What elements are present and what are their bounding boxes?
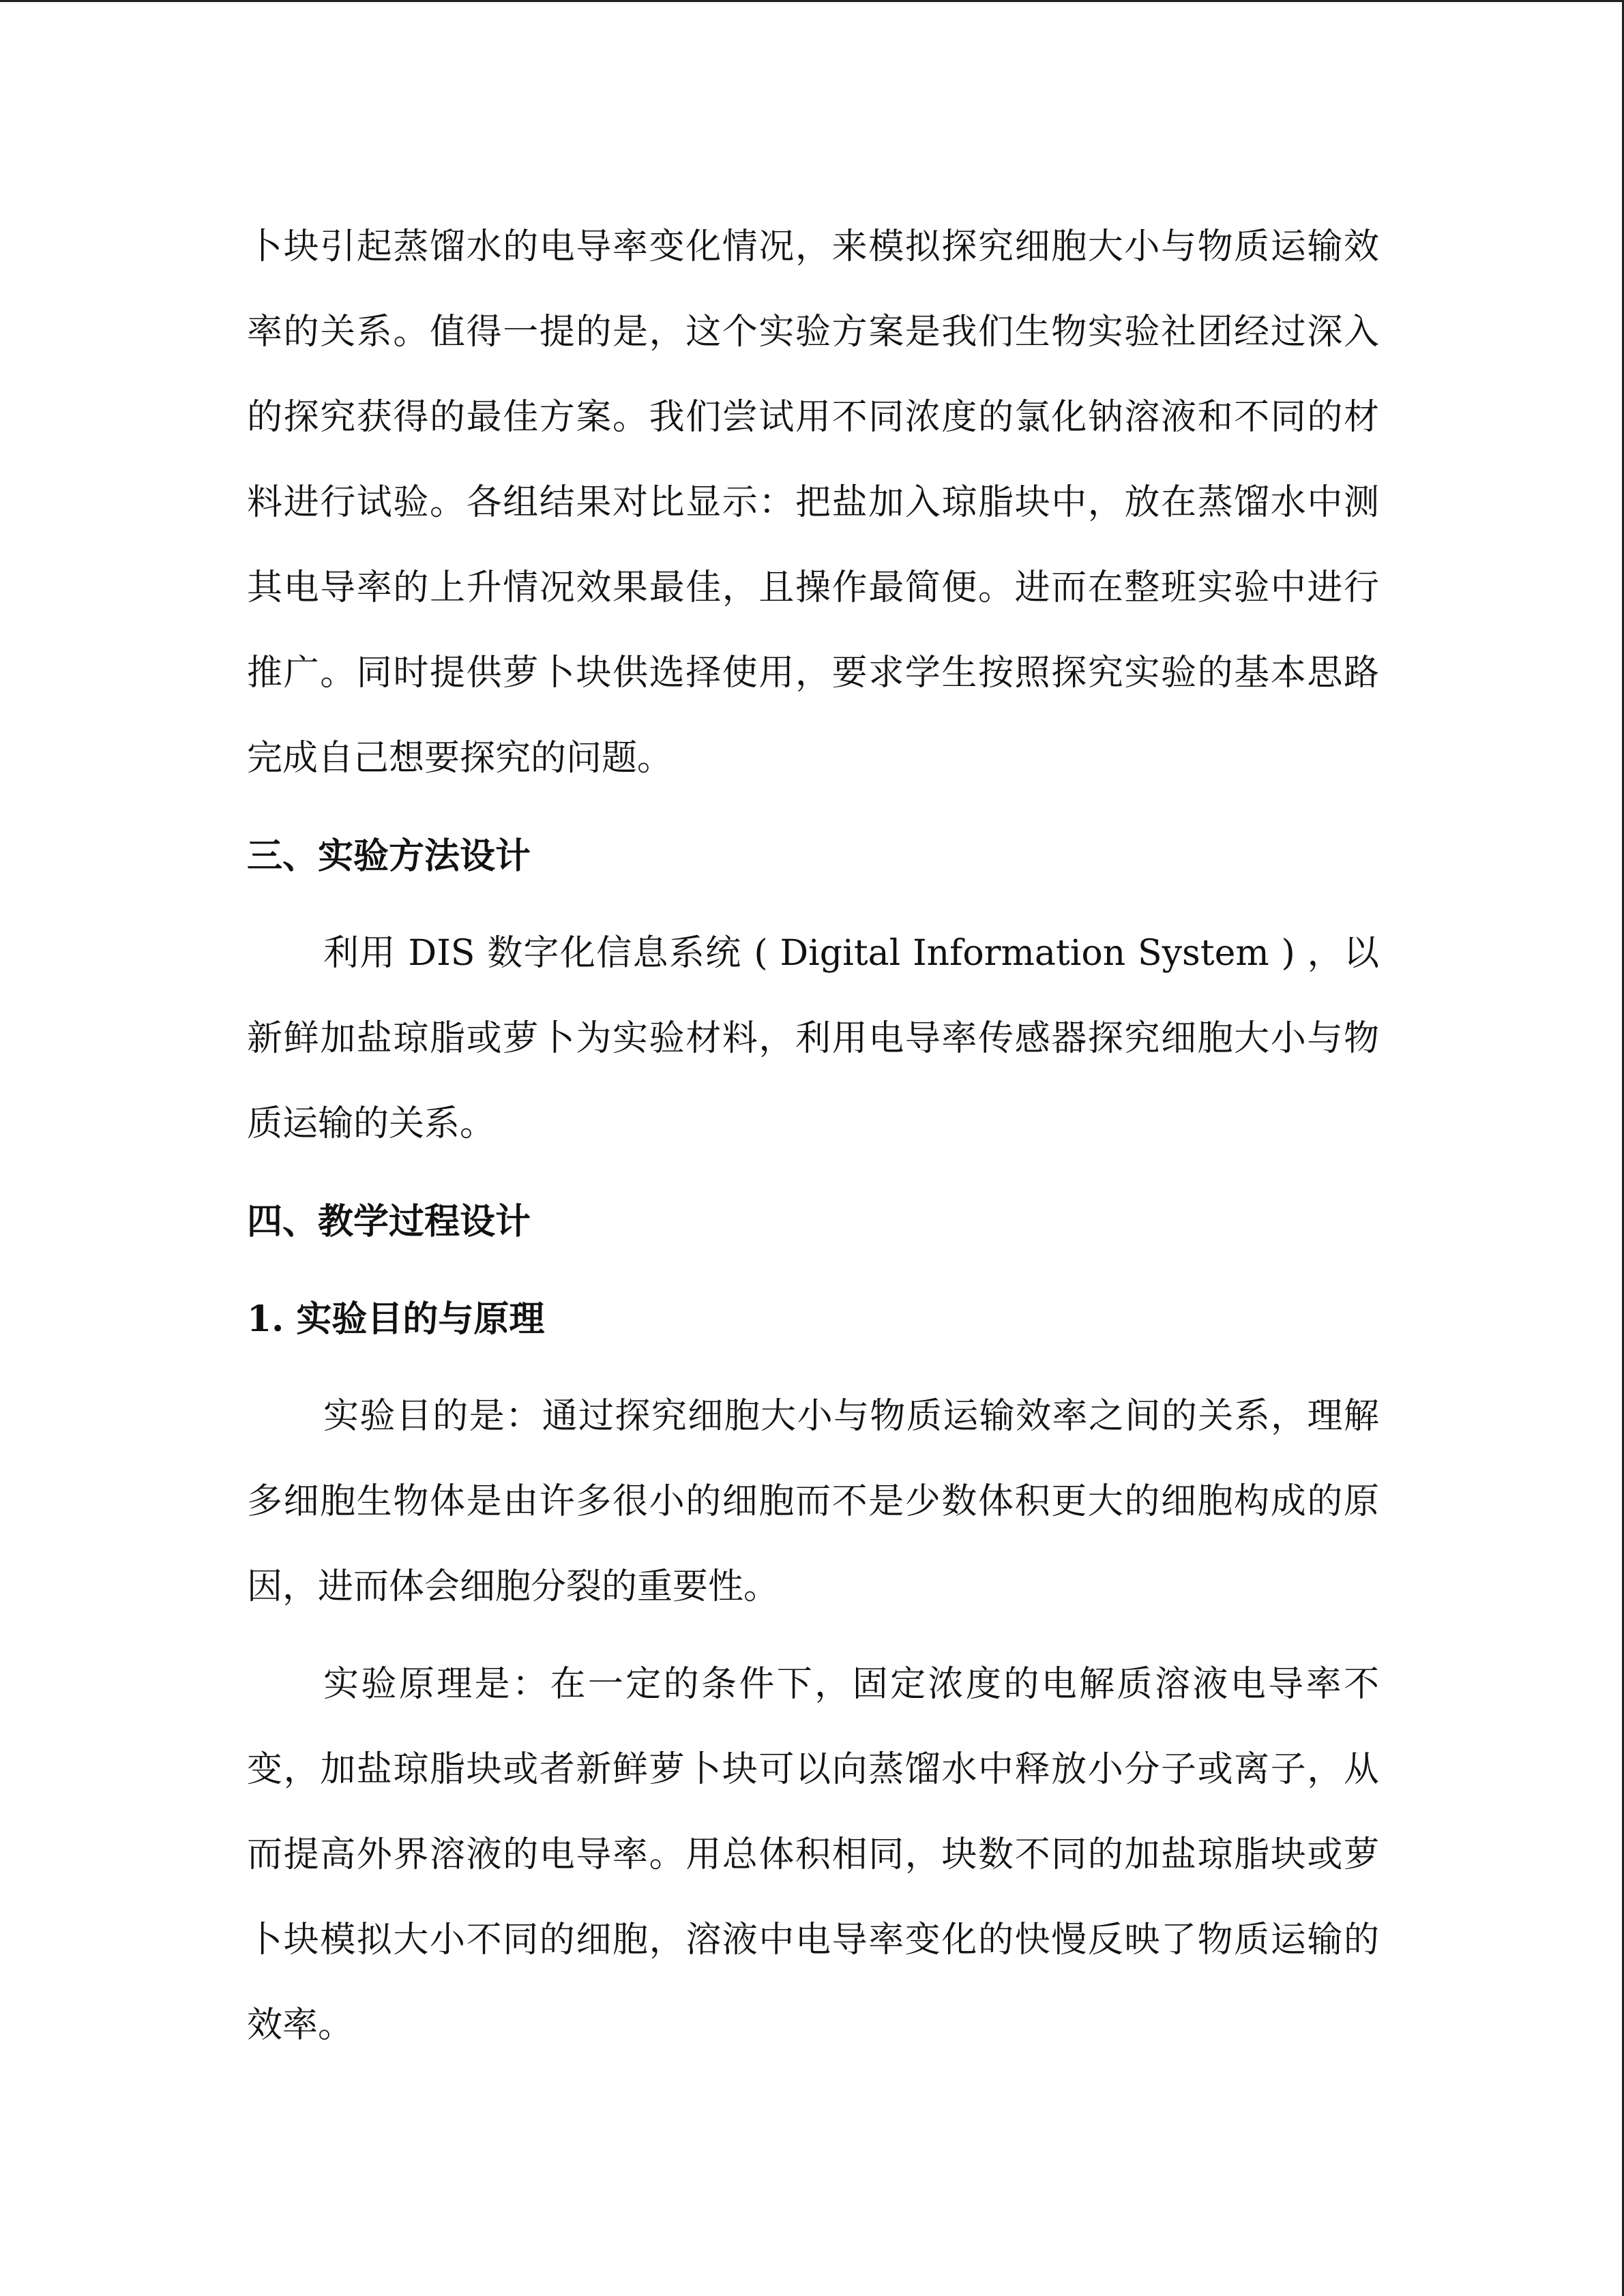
paragraph-experiment-purpose: 实验目的是：通过探究细胞大小与物质运输效率之间的关系，理解多细胞生物体是由许多很小的细胞而不是少数体积更大的细胞构成的原因，进而体会细胞分裂的重要性。 [247, 1396, 1379, 1607]
document-body [247, 205, 1379, 2068]
subsection-heading-purpose-principle: 1. 实验目的与原理 [247, 1298, 545, 1340]
page-top-border [0, 0, 1624, 2]
section-heading-experiment-method: 三、实验方法设计 [247, 835, 531, 877]
paragraph-experiment-background: 卜块引起蒸馏水的电导率变化情况，来模拟探究细胞大小与物质运输效率的关系。值得一提的是，这个实验方案是我们生物实验社团经过深入的探究获得的最佳方案。我们尝试用不同浓度的氯化钠溶液和不同的材料进行试验。各组结果对比显示：把盐加入琼脂块中，放在蒸馏水中测其电导率的上升情况效果最佳，且操作最简便。进而在整班实验中进行推广。同时提供萝卜块供选择使用，要求学生按照探究实验的基本思路完成自己想要探究的问题。 [247, 226, 1379, 779]
paragraph-experiment-principle: 实验原理是：在一定的条件下，固定浓度的电解质溶液电导率不变，加盐琼脂块或者新鲜萝卜块可以向蒸馏水中释放小分子或离子，从而提高外界溶液的电导率。用总体积相同，块数不同的加盐琼脂块或萝卜块模拟大小不同的细胞，溶液中电导率变化的快慢反映了物质运输的效率。 [247, 1664, 1379, 2046]
paragraph-dis-method: 利用 DIS 数字化信息系统 ( Digital Information System ) ，以新鲜加盐琼脂或萝卜为实验材料，利用电导率传感器探究细胞大小与物质运输的关系。 [247, 933, 1379, 1144]
section-heading-teaching-process: 四、教学过程设计 [247, 1201, 531, 1242]
